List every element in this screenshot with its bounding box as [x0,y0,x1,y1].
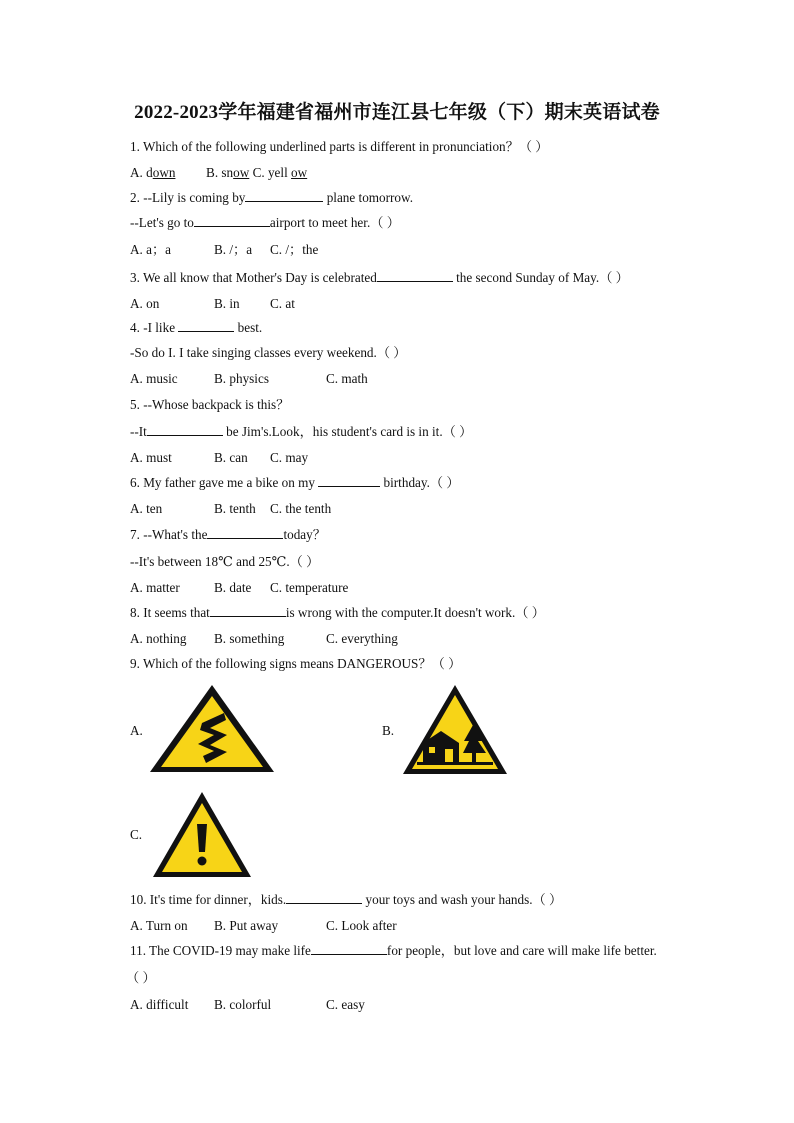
q5-option-c: C. may [270,450,309,465]
q2-line1: 2. --Lily is coming by plane tomorrow. [130,190,413,205]
q11-paren: （ ） [126,970,156,985]
q7-option-b: B. date [214,580,252,595]
q5-line1: 5. --Whose backpack is this？ [130,397,290,412]
q10-options [130,917,397,935]
q9-stem: 9. Which of the following signs means DANGEROUS？（ ） [130,656,462,671]
q4-line1: 4. -I like best. [130,320,263,335]
winding-road-sign [146,683,278,775]
q7-options [130,579,348,597]
q6-option-c: C. the tenth [270,501,332,516]
q6-option-a: A. ten [130,501,163,516]
q1-option-b: B. snow [206,165,250,180]
q7-option-c: C. temperature [270,580,349,595]
q8-options [130,630,398,648]
q3-option-b: B. in [214,296,240,311]
q7-line2: --It's between 18℃ and 25℃.（ ） [130,554,320,569]
q8-option-a: A. nothing [130,631,187,646]
q3-option-a: A. on [130,296,160,311]
q3-options [130,295,295,313]
q11-stem: 11. The COVID-19 may make life for people，but love and care will make life better. [130,943,657,958]
q5-options [130,449,308,467]
q9-option-b-label: B. [382,723,395,738]
q2-line2: --Let's go to airport to meet her.（ ） [130,215,400,230]
page-title: 2022-2023学年福建省福州市连江县七年级（下）期末英语试卷 [134,102,660,123]
q9-option-a-label: A. [130,723,143,738]
q4-option-a: A. music [130,371,178,386]
q3-option-c: C. at [270,296,295,311]
q10-stem: 10. It's time for dinner，kids. your toys and wash your hands.（ ） [130,892,563,907]
q8-option-c: C. everything [326,631,398,646]
q11-option-b: B. colorful [214,997,272,1012]
village-sign [401,683,509,777]
q10-option-a: A. Turn on [130,918,188,933]
q8-stem: 8. It seems that is wrong with the computer.It doesn't work.（ ） [130,605,545,620]
q9-option-c-label: C. [130,827,143,842]
q4-line2: -So do I. I take singing classes every weekend.（ ） [130,345,407,360]
q11-options [130,996,365,1014]
q5-option-b: B. can [214,450,248,465]
q6-stem: 6. My father gave me a bike on my birthday.（ ） [130,475,460,490]
q6-options [130,500,331,518]
q4-options [130,370,368,388]
q2-option-a: A. a；a [130,242,172,257]
warning-exclamation-sign [151,790,253,880]
q4-option-b: B. physics [214,371,269,386]
q6-option-b: B. tenth [214,501,256,516]
q11-option-a: A. difficult [130,997,189,1012]
q11-option-c: C. easy [326,997,365,1012]
q2-option-b: B. /；a [214,242,253,257]
q7-line1: 7. --What's the today？ [130,527,326,542]
q1-stem: 1. Which of the following underlined parts is different in pronunciation？（ ） [130,139,549,154]
q1-options [130,164,307,182]
q5-option-a: A. must [130,450,172,465]
q1-option-c: C. yell ow [252,165,308,180]
q10-option-c: C. Look after [326,918,397,933]
q8-option-b: B. something [214,631,285,646]
q2-option-c: C. /；the [270,242,319,257]
q7-option-a: A. matter [130,580,180,595]
q3-stem: 3. We all know that Mother's Day is celebrated the second Sunday of May.（ ） [130,270,629,285]
q2-options [130,241,318,259]
q4-option-c: C. math [326,371,368,386]
q5-line2: --It be Jim's.Look，his student's card is in it.（ ） [130,424,473,439]
q1-option-a: A. down [130,165,176,180]
q10-option-b: B. Put away [214,918,279,933]
